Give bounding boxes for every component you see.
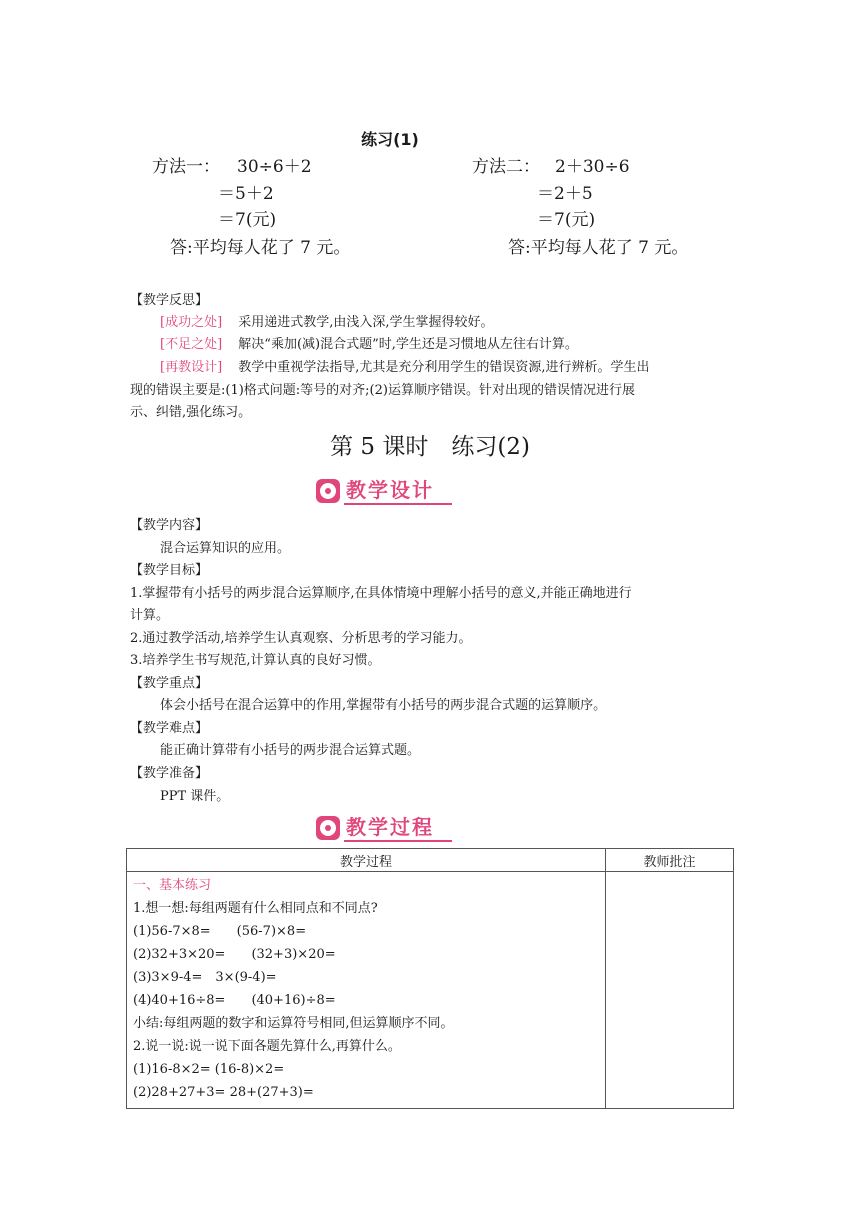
teacher-notes-cell bbox=[606, 872, 734, 1109]
flower-badge-icon bbox=[316, 479, 340, 503]
process-table bbox=[126, 848, 734, 1109]
prep-heading: 【教学准备】 bbox=[130, 766, 209, 781]
method-2-line-2: ＝2＋5 bbox=[537, 184, 593, 204]
prep-text: PPT 课件。 bbox=[160, 789, 230, 804]
reflection-shortcoming bbox=[160, 333, 578, 352]
method-2-line-3: ＝7(元) bbox=[537, 210, 596, 230]
method-2-answer: 答:平均每人花了 7 元。 bbox=[508, 238, 689, 258]
success-text: 采用递进式教学,由浅入深,学生掌握得较好。 bbox=[238, 315, 494, 330]
header-process: 教学过程 bbox=[127, 849, 606, 872]
lesson-title: 第 5 课时 练习(2) bbox=[330, 434, 530, 460]
redesign-text-2: 现的错误主要是:(1)格式问题:等号的对齐;(2)运算顺序错误。针对出现的错误情况进行展 bbox=[130, 383, 635, 398]
list-item: (1)16-8×2= (16-8)×2= bbox=[133, 1062, 285, 1077]
redesign-text-3: 示、纠错,强化练习。 bbox=[130, 405, 252, 420]
design-banner-label: 教学设计 bbox=[344, 478, 452, 505]
method-2-label: 方法二： bbox=[472, 157, 540, 177]
reflection-success bbox=[160, 311, 494, 330]
list-item: (3)3×9-4= 3×(9-4)= bbox=[133, 970, 277, 985]
method-1-line-1: 30÷6＋2 bbox=[237, 157, 312, 177]
list-item: 1.想一想:每组两题有什么相同点和不同点? bbox=[133, 901, 378, 916]
list-item: 小结:每组两题的数字和运算符号相同,但运算顺序不同。 bbox=[133, 1016, 454, 1031]
flower-badge-icon bbox=[316, 816, 340, 840]
list-item: (2)32+3×20= (32+3)×20= bbox=[133, 947, 336, 962]
redesign-tag: [再教设计] bbox=[160, 360, 223, 375]
section-title: 一、基本练习 bbox=[133, 878, 212, 893]
goals-heading: 【教学目标】 bbox=[130, 563, 209, 578]
goal-2: 2.通过教学活动,培养学生认真观察、分析思考的学习能力。 bbox=[130, 631, 472, 646]
shortcoming-tag: [不足之处] bbox=[160, 337, 223, 352]
process-banner-label: 教学过程 bbox=[344, 815, 452, 842]
method-2-line-1: 2＋30÷6 bbox=[555, 157, 630, 177]
difficulty-text: 能正确计算带有小括号的两步混合运算式题。 bbox=[160, 743, 421, 758]
method-1-answer: 答:平均每人花了 7 元。 bbox=[170, 238, 351, 258]
table-header-row bbox=[127, 849, 734, 872]
goal-1-line-1: 1.掌握带有小括号的两步混合运算顺序,在具体情境中理解小括号的意义,并能正确地进行 bbox=[130, 586, 632, 601]
reflection-heading: 【教学反思】 bbox=[130, 293, 209, 308]
design-banner bbox=[316, 477, 452, 505]
header-teacher-notes: 教师批注 bbox=[606, 849, 734, 872]
list-item: (2)28+27+3= 28+(27+3)= bbox=[133, 1085, 314, 1100]
goal-1-line-2: 计算。 bbox=[130, 608, 170, 623]
process-content-cell bbox=[127, 872, 606, 1109]
content-text: 混合运算知识的应用。 bbox=[160, 541, 291, 556]
method-1-label: 方法一： bbox=[152, 157, 220, 177]
success-tag: [成功之处] bbox=[160, 315, 223, 330]
list-item: (4)40+16÷8= (40+16)÷8= bbox=[133, 993, 336, 1008]
method-1-line-3: ＝7(元) bbox=[218, 210, 277, 230]
shortcoming-text: 解决“乘加(减)混合式题”时,学生还是习惯地从左往右计算。 bbox=[238, 337, 578, 352]
key-text: 体会小括号在混合运算中的作用,掌握带有小括号的两步混合式题的运算顺序。 bbox=[160, 698, 607, 713]
list-item: (1)56-7×8= (56-7)×8= bbox=[133, 924, 307, 939]
goal-3: 3.培养学生书写规范,计算认真的良好习惯。 bbox=[130, 653, 381, 668]
key-heading: 【教学重点】 bbox=[130, 676, 209, 691]
difficulty-heading: 【教学难点】 bbox=[130, 721, 209, 736]
process-banner bbox=[316, 814, 452, 842]
method-1-line-2: ＝5＋2 bbox=[218, 184, 274, 204]
list-item: 2.说一说:说一说下面各题先算什么,再算什么。 bbox=[133, 1039, 401, 1054]
content-heading: 【教学内容】 bbox=[130, 518, 209, 533]
redesign-text-1: 教学中重视学法指导,尤其是充分利用学生的错误资源,进行辨析。学生出 bbox=[238, 360, 650, 375]
reflection-redesign bbox=[160, 356, 650, 375]
table-row bbox=[127, 872, 734, 1109]
practice-1-title: 练习(1) bbox=[361, 130, 419, 149]
